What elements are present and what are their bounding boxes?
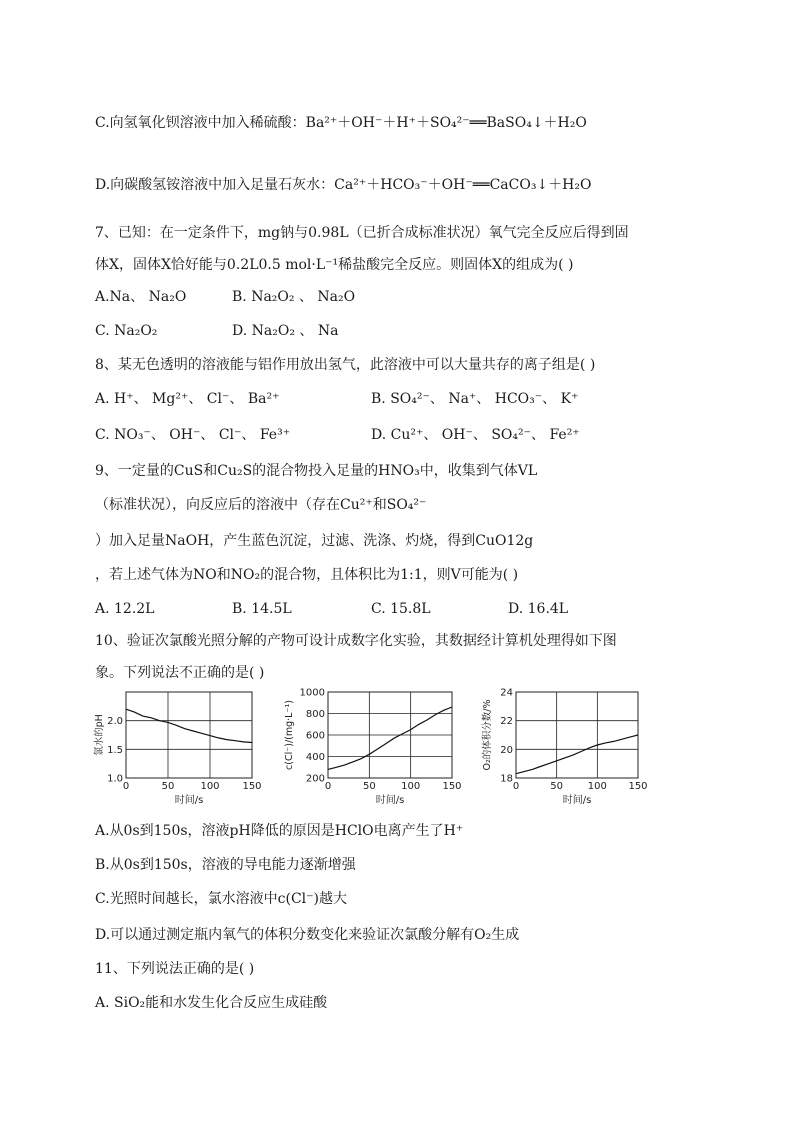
x-axis-label: 时间/s: [562, 795, 592, 806]
chart-oxygen: [482, 686, 652, 814]
q7-option-a: A.Na、 Na₂O: [95, 289, 187, 305]
y-tick-label: 1000: [299, 687, 325, 699]
y-tick-label: 2.0: [107, 716, 123, 728]
y-tick-label: 1.0: [107, 773, 123, 785]
q7-option-d: D. Na₂O₂ 、 Na: [232, 323, 339, 339]
plot-frame: [516, 692, 638, 778]
q7-stem-line2: 体X，固体X恰好能与0.2L0.5 mol·L⁻¹稀盐酸完全反应。则固体X的组成为( ): [95, 257, 574, 273]
q10-option-b: B.从0s到150s，溶液的导电能力逐渐增强: [95, 857, 356, 873]
q10-option-a: A.从0s到150s，溶液pH降低的原因是HClO电离产生了H⁺: [95, 823, 464, 839]
q9-option-b: B. 14.5L: [232, 601, 292, 617]
x-tick-label: 100: [587, 781, 607, 792]
q11-stem: 11、下列说法正确的是( ): [95, 961, 255, 977]
series-line: [516, 735, 638, 774]
q9-stem-line2: （标准状况），向反应后的溶液中（存在Cu²⁺和SO₄²⁻: [95, 497, 427, 513]
q6-option-c: C.向氢氧化钡溶液中加入稀硫酸：Ba²⁺＋OH⁻＋H⁺＋SO₄²⁻══BaSO₄↓＋H₂O: [95, 115, 587, 131]
y-axis-label: O₂的体积分数/%: [482, 699, 493, 771]
q11-option-a: A. SiO₂能和水发生化合反应生成硅酸: [95, 995, 328, 1011]
x-axis-label: 时间/s: [174, 795, 204, 806]
q8-stem: 8、某无色透明的溶液能与铝作用放出氢气，此溶液中可以大量共存的离子组是( ): [95, 357, 596, 373]
q10-stem-line1: 10、验证次氯酸光照分解的产物可设计成数字化实验，其数据经计算机处理得如下图: [95, 633, 617, 649]
x-tick-label: 0: [512, 781, 520, 792]
q10-option-c: C.光照时间越长，氯水溶液中c(Cl⁻)越大: [95, 891, 348, 907]
q7-option-c: C. Na₂O₂: [95, 323, 158, 339]
y-axis-label: 氯水的pH: [94, 714, 105, 756]
x-axis-label: 时间/s: [375, 795, 405, 806]
y-tick-label: 18: [500, 773, 513, 785]
q10-option-d: D.可以通过测定瓶内氧气的体积分数变化来验证次氯酸分解有O₂生成: [95, 927, 520, 943]
chart-oxygen-svg: [482, 686, 652, 814]
q7-stem-line1: 7、已知：在一定条件下，mg钠与0.98L（已折合成标准状况）氧气完全反应后得到固: [95, 225, 629, 241]
q7-option-b: B. Na₂O₂ 、 Na₂O: [232, 289, 356, 305]
y-tick-label: 20: [500, 744, 513, 756]
q9-stem-line3: ）加入足量NaOH，产生蓝色沉淀，过滤、洗涤、灼烧，得到CuO12g: [95, 533, 534, 549]
x-tick-label: 150: [628, 781, 648, 792]
x-tick-label: 0: [324, 781, 332, 792]
series-line: [328, 707, 452, 769]
y-tick-label: 200: [305, 773, 325, 785]
chart-chloride: [284, 686, 464, 814]
chart-chloride-svg: [284, 686, 464, 814]
y-tick-label: 400: [305, 752, 325, 763]
y-tick-label: 22: [500, 716, 513, 728]
x-tick-label: 100: [200, 781, 220, 792]
q8-option-d: D. Cu²⁺、 OH⁻、 SO₄²⁻、 Fe²⁺: [371, 427, 580, 443]
x-tick-label: 150: [242, 781, 262, 792]
y-axis-label: c(Cl⁻)/(mg·L⁻¹): [284, 700, 295, 770]
q10-stem-line2: 象。下列说法不正确的是( ): [95, 665, 265, 681]
chart-ph-svg: [94, 686, 264, 814]
x-tick-label: 100: [401, 781, 421, 792]
q8-option-b: B. SO₄²⁻、 Na⁺、 HCO₃⁻、 K⁺: [371, 391, 579, 407]
series-line: [126, 709, 252, 742]
y-tick-label: 24: [500, 687, 513, 699]
q9-option-a: A. 12.2L: [95, 601, 155, 617]
q8-option-c: C. NO₃⁻、 OH⁻、 Cl⁻、 Fe³⁺: [95, 427, 291, 443]
chart-ph: [94, 686, 264, 814]
q9-option-c: C. 15.8L: [371, 601, 431, 617]
q6-option-d: D.向碳酸氢铵溶液中加入足量石灰水：Ca²⁺＋HCO₃⁻＋OH⁻══CaCO₃↓＋H₂O: [95, 177, 592, 193]
y-tick-label: 800: [305, 709, 325, 720]
x-tick-label: 150: [442, 781, 462, 792]
q9-stem-line4: ，若上述气体为NO和NO₂的混合物，且体积比为1:1，则V可能为( ): [95, 567, 519, 583]
x-tick-label: 50: [550, 781, 564, 792]
y-tick-label: 1.5: [107, 744, 123, 756]
x-tick-label: 0: [122, 781, 130, 792]
x-tick-label: 50: [161, 781, 175, 792]
y-tick-label: 600: [305, 730, 325, 742]
q8-option-a: A. H⁺、 Mg²⁺、 Cl⁻、 Ba²⁺: [95, 391, 280, 407]
q9-stem-line1: 9、一定量的CuS和Cu₂S的混合物投入足量的HNO₃中，收集到气体VL: [95, 463, 538, 479]
plot-frame: [126, 692, 252, 778]
q9-option-d: D. 16.4L: [508, 601, 569, 617]
x-tick-label: 50: [362, 781, 376, 792]
